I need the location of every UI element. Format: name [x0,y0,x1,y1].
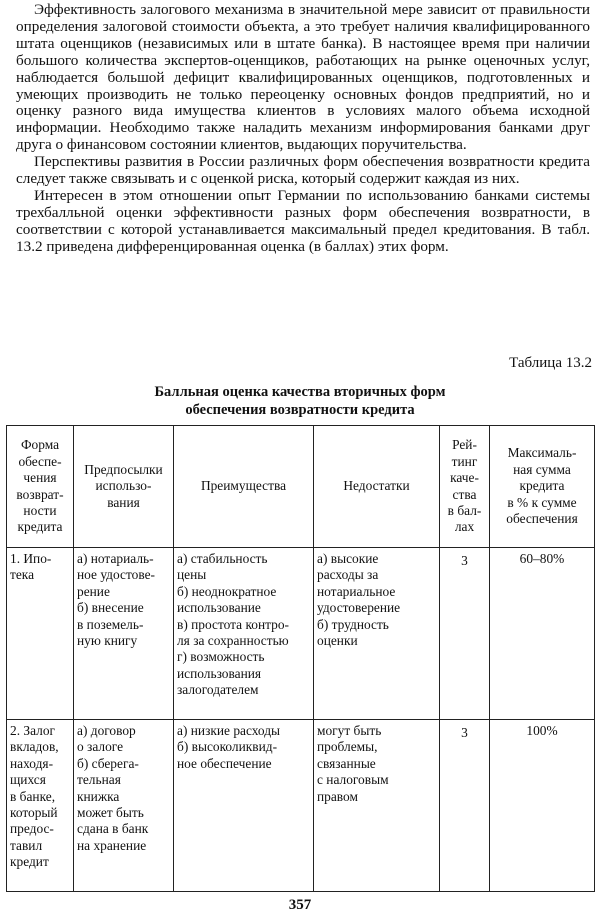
cell-prerequisites: а) нотариаль- ное удостове- рение б) внесение в поземель- ную книгу [74,548,174,720]
header-disadvantages: Недостатки [314,426,440,548]
table-caption-line-1: Балльная оценка качества вторичных форм [154,384,446,400]
header-max-credit: Максималь- ная сумма кредита в % к сумме обеспечения [490,426,595,548]
cell-rating: 3 [440,548,490,720]
paragraph-3: Интересен в этом отношении опыт Германии по использованию банками системы трехбалльной оценки эффективности разных форм обеспечения возвратности, в соответствии с которой устанавливается максимальный предел кредитования. В табл. 13.2 приведена дифференцированная оценка (в баллах) этих форм. [16,186,590,255]
cell-rating: 3 [440,720,490,892]
header-prerequisites: Предпосылки использо- вания [74,426,174,548]
cell-advantages: а) стабильность цены б) неоднократное использование в) простота контро- ля за сохранностью г) возможность использования залогодателем [174,548,314,720]
table-row [7,548,595,720]
body-text [16,2,590,256]
cell-form: 2. Залог вкладов, находя- щихся в банке, который предос- тавил кредит [7,720,74,892]
cell-disadvantages: могут быть проблемы, связанные с налоговым правом [314,720,440,892]
table-header-row [7,426,595,548]
cell-prerequisites: а) договор о залоге б) сберега- тельная книжка может быть сдана в банк на хранение [74,720,174,892]
cell-advantages: а) низкие расходы б) высоколиквид- ное обеспечение [174,720,314,892]
paragraph-2: Перспективы развития в России различных форм обеспечения возвратности кредита следует также связывать и с оценкой риска, который содержит каждая из них. [16,153,590,188]
paragraph-1: Эффективность залогового механизма в значительной мере зависит от правильности определения залоговой стоимости объекта, а это требует наличия квалифицированного штата оценщиков (независимых или в штате банка). В настоящее время при наличии большого количества экспертов-оценщиков, работающих на рынке оценочных услуг, наблюдается большой дефицит квалифицированных оценщиков, подготовленных и умеющих производить не только переоценку основных фондов предприятий, но и оценку разного вида имущества клиентов в условиях малого объема исходной информации. Необходимо также наладить механизм информирования банками друг друга о финансовом состоянии клиентов, выдающих поручительства. [16,1,590,154]
cell-form: 1. Ипо- тека [7,548,74,720]
table-caption [0,383,600,419]
header-form: Форма обеспе- чения возврат- ности кредита [7,426,74,548]
header-rating: Рей- тинг каче- ства в бал- лах [440,426,490,548]
header-advantages: Преимущества [174,426,314,548]
cell-max-credit: 100% [490,720,595,892]
page-number: 357 [288,897,312,913]
cell-max-credit: 60–80% [490,548,595,720]
collateral-rating-table [6,425,595,892]
cell-disadvantages: а) высокие расходы за нотариальное удостоверение б) трудность оценки [314,548,440,720]
table-caption-line-2: обеспечения возвратности кредита [185,402,415,418]
table-row [7,720,595,892]
table-label: Таблица 13.2 [509,355,592,371]
